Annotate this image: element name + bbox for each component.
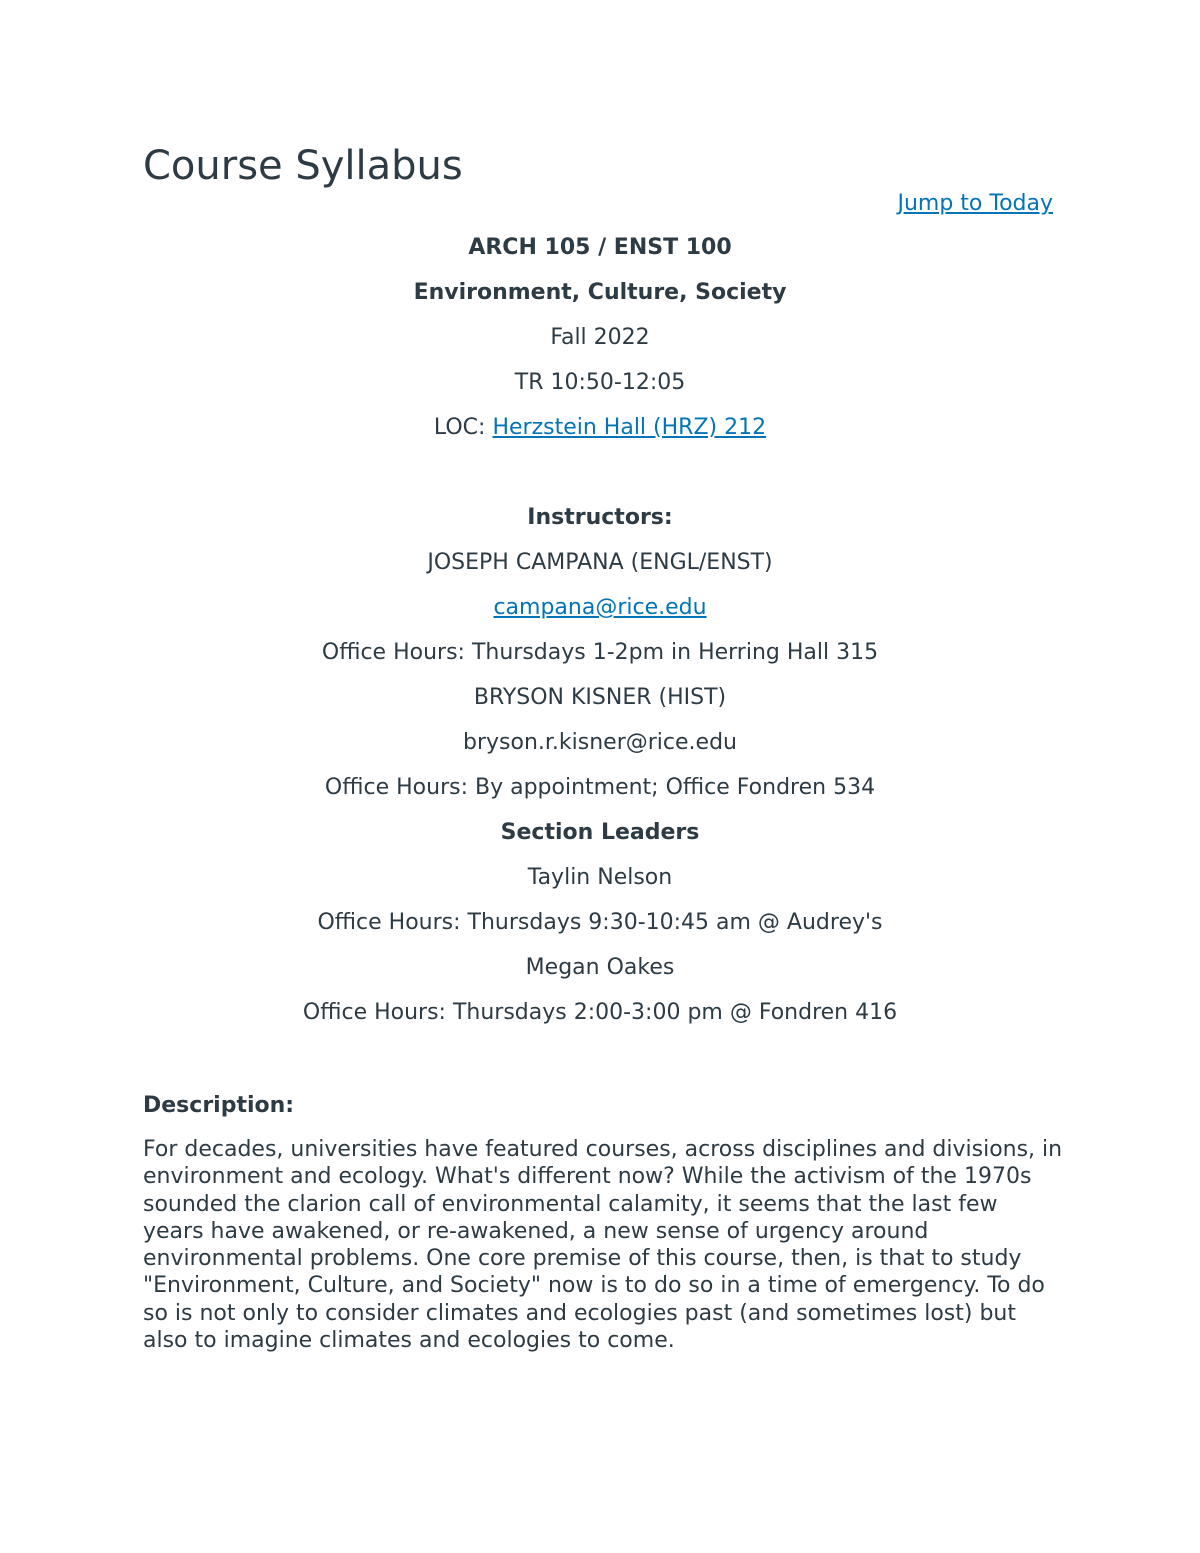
course-term: Fall 2022 — [550, 325, 650, 350]
instructor-office-hours: Office Hours: By appointment; Office Fondren 534 — [324, 775, 876, 800]
location-prefix: LOC: — [433, 415, 493, 440]
description-heading: Description: — [143, 1093, 295, 1118]
description-body: For decades, universities have featured courses, across disciplines and divisions, in environment and ecology. What's different now? While the activism of the 1970s sounded the clarion call of environmental calamity, it seems that the last few years have awakened, or re-awakened, a new sense of urgency around environmental problems. One core premise of this course, then, is that to study "Environment, Culture, and Society" now is to do so in a time of emergency. To do so is not only to consider climates and ecologies past (and sometimes lost) but also to imagine climates and ecologies to come. — [143, 1137, 1063, 1354]
section-leader-office-hours: Office Hours: Thursdays 9:30-10:45 am @ Audrey's — [317, 910, 883, 935]
section-leader-name: Megan Oakes — [525, 955, 675, 980]
instructors-heading: Instructors: — [527, 505, 673, 530]
page-title: Course Syllabus — [143, 143, 463, 189]
instructor-office-hours: Office Hours: Thursdays 1-2pm in Herring Hall 315 — [321, 640, 879, 665]
section-leader-name: Taylin Nelson — [527, 865, 673, 890]
instructor-email-link[interactable]: campana@rice.edu — [493, 595, 707, 620]
instructor-email: bryson.r.kisner@rice.edu — [463, 730, 737, 755]
section-leaders-heading: Section Leaders — [500, 820, 700, 845]
section-leader-office-hours: Office Hours: Thursdays 2:00-3:00 pm @ Fondren 416 — [302, 1000, 898, 1025]
course-info-block — [143, 233, 1057, 1043]
course-location — [143, 413, 1057, 458]
course-schedule: TR 10:50-12:05 — [514, 370, 686, 395]
spacer — [143, 458, 1057, 503]
instructor-email — [143, 593, 1057, 638]
jump-to-today-link[interactable]: Jump to Today — [897, 191, 1053, 216]
instructor-name: BRYSON KISNER (HIST) — [473, 685, 727, 710]
course-name: Environment, Culture, Society — [413, 280, 787, 305]
instructor-name: JOSEPH CAMPANA (ENGL/ENST) — [427, 550, 773, 575]
location-link[interactable]: Herzstein Hall (HRZ) 212 — [492, 415, 767, 440]
course-code: ARCH 105 / ENST 100 — [468, 235, 732, 260]
